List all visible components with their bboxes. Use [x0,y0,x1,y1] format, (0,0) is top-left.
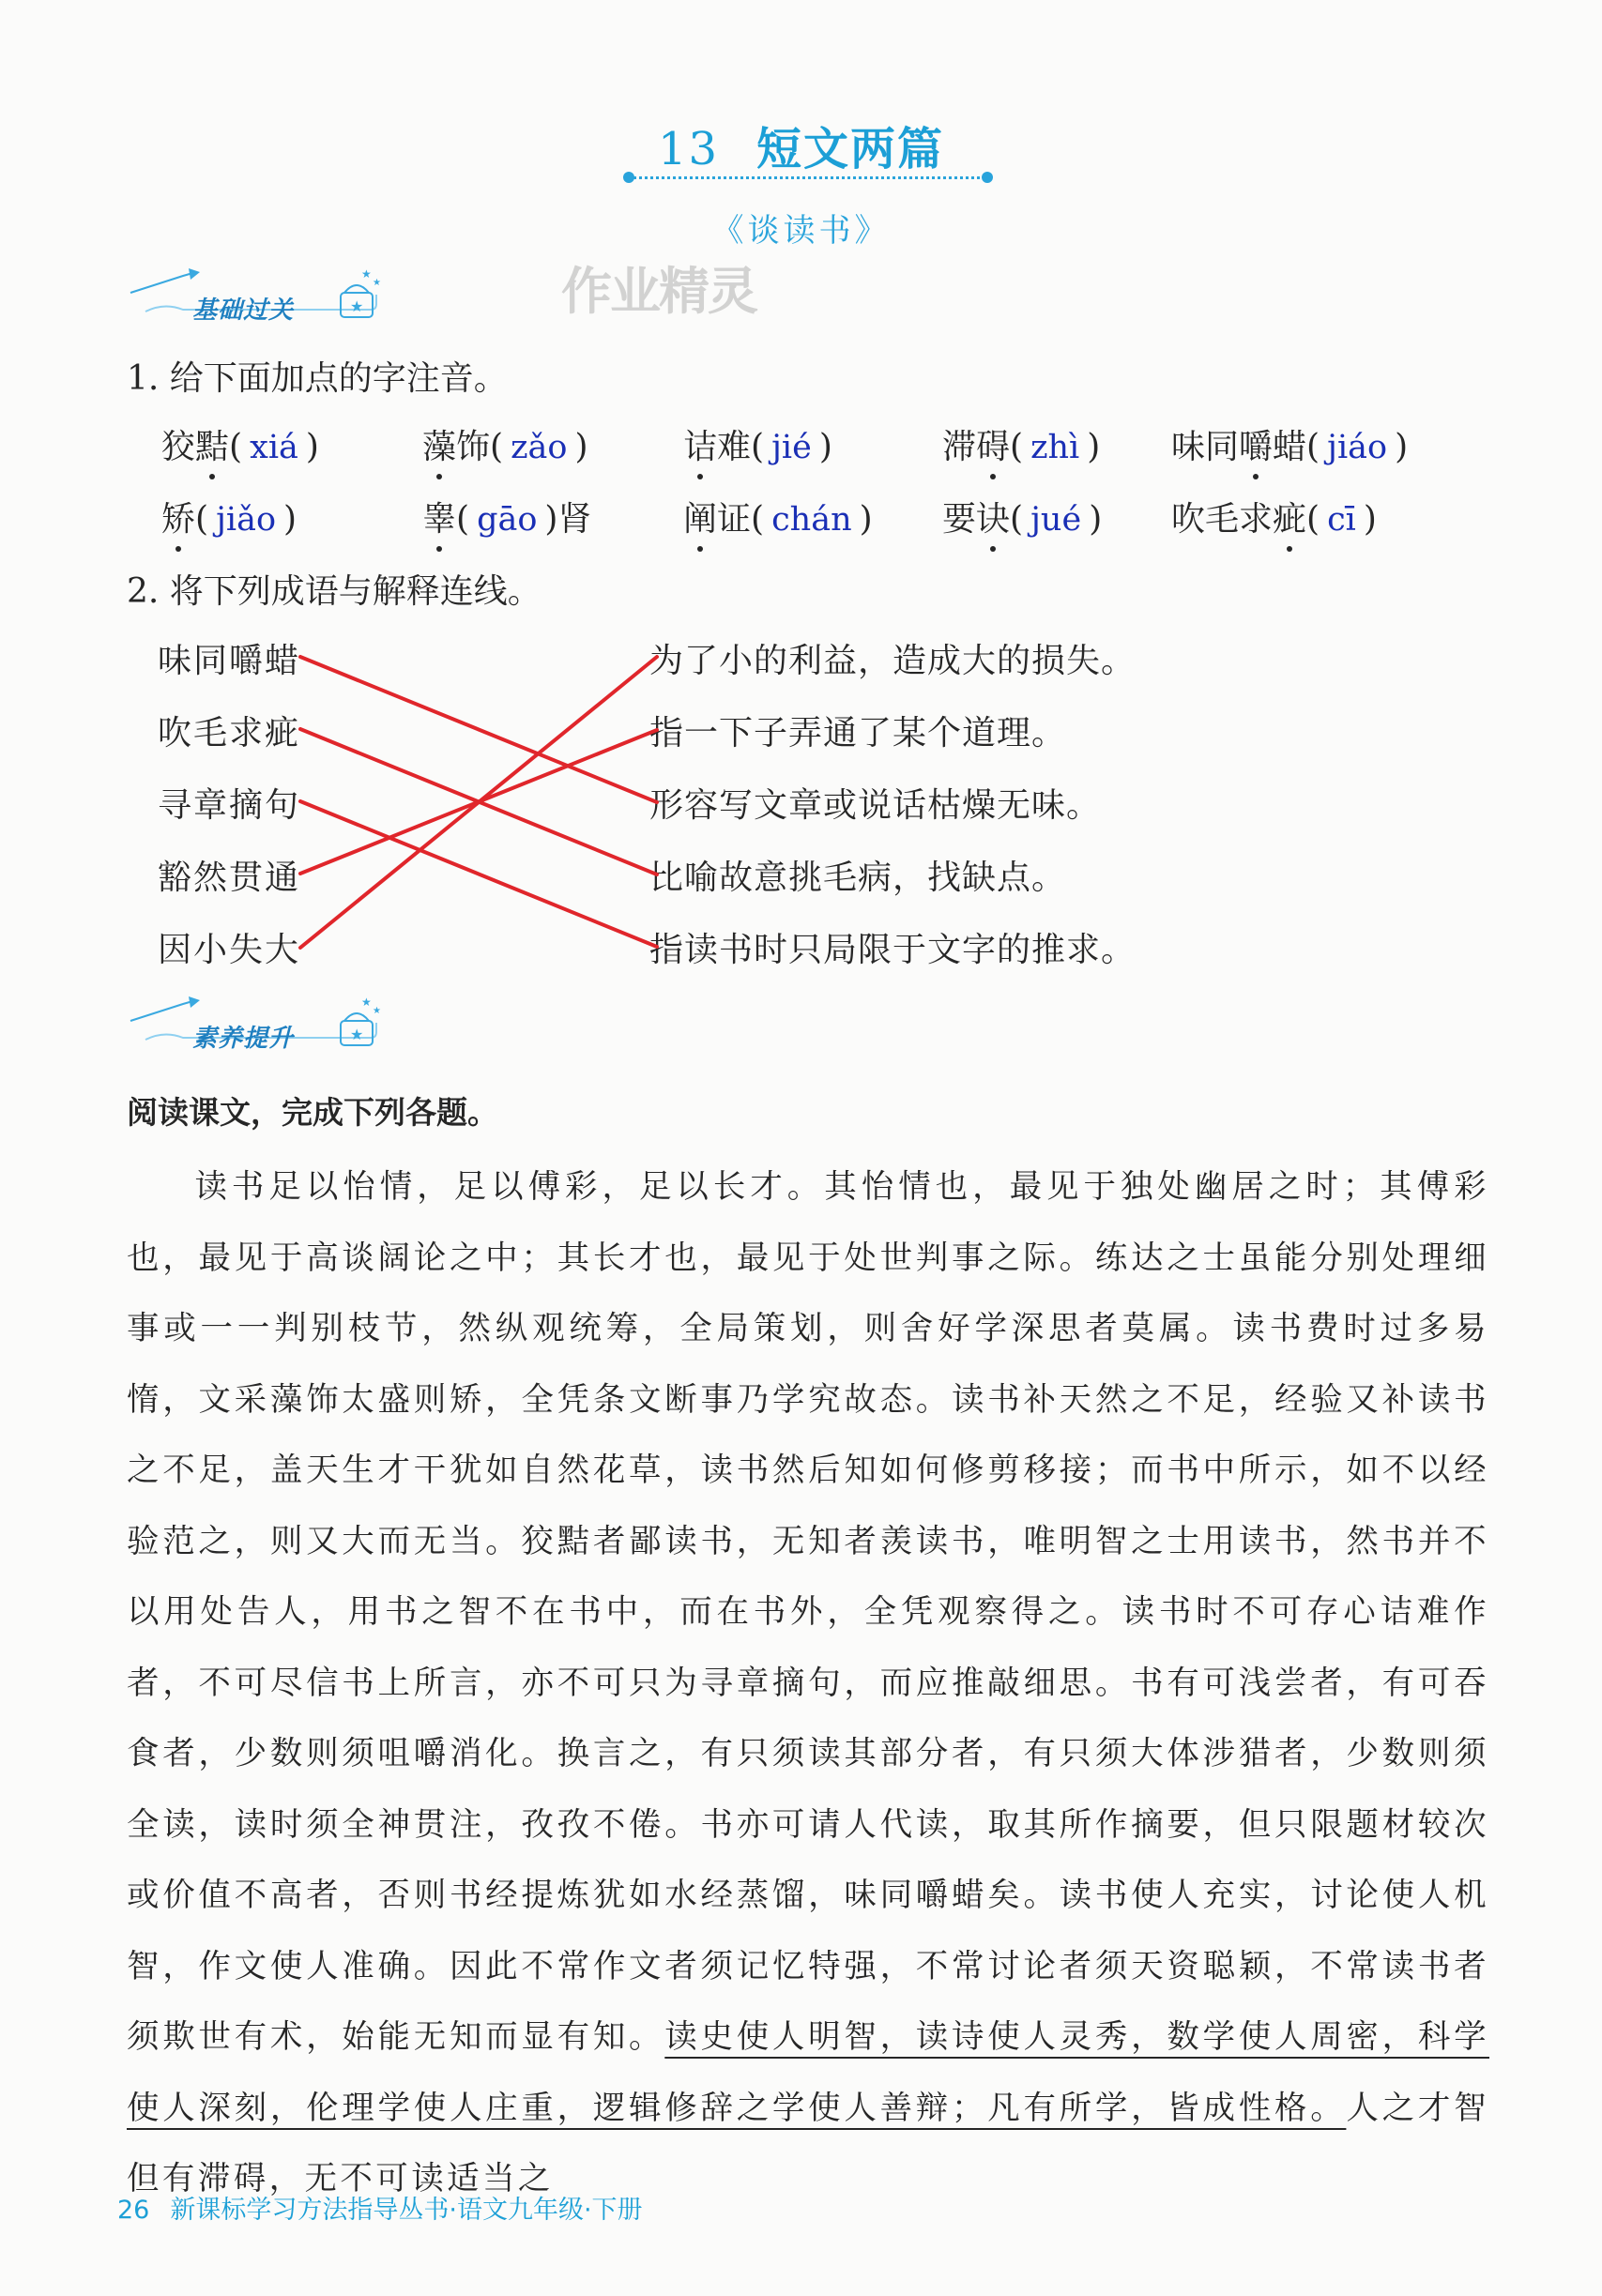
pinyin-item: 阐证( chán ) [683,500,873,539]
idiom-4: 豁然贯通 [158,859,301,897]
explanation-1: 为了小的利益，造成大的损失。 [649,642,1137,680]
pinyin-item: 诘难( jié ) [683,428,832,466]
pinyin-item: 矫( jiǎo ) [161,500,298,539]
badge-advance [127,993,389,1058]
passage-text-end: 人之才智但有滞碍，无不可读适当之 [127,2089,1489,2197]
explanation-2: 指一下子弄通了某个道理。 [649,714,1067,753]
match-line [300,657,657,802]
watermark: 作业精灵 [561,262,756,321]
lesson-name: 短文两篇 [756,123,945,175]
page-footer [117,2189,643,2226]
badge-basic-label: 基础过关 [192,297,295,325]
lesson-number: 13 [657,123,720,175]
reading-heading: 阅读课文，完成下列各题。 [127,1094,498,1131]
explanation-3: 形容写文章或说话枯燥无味。 [649,786,1102,825]
svg-text:★: ★ [350,1026,364,1043]
reading-passage [127,1152,1489,2215]
idiom-3: 寻章摘句 [158,786,301,825]
question-1-prompt: 1. 给下面加点的字注音。 [127,359,508,398]
pinyin-item: 要诀( jué ) [942,500,1103,539]
explanation-5: 指读书时只局限于文字的推求。 [649,931,1137,969]
explanation-4: 比喻故意挑毛病，找缺点。 [649,859,1067,897]
matching-lines [0,0,1602,1032]
passage-text: 读书足以怡情，足以傅彩，足以长才。其怡情也，最见于独处幽居之时；其傅彩也，最见于高谈阔论之中；其长才也，最见于处世判事之际。练达之士虽能分别处理细事或一一判别枝节，然纵观统筹，全局策划，则舍好学深思者莫属。读书费时过多易惰，文采藻饰太盛则矫，全凭条文断事乃学究故态。读书补天然之不足，经验又补读书之不足，盖天生才干犹如自然花草，读书然后知如何修剪移接；而书中所示，如不以经验范之，则又大而无当。狡黠者鄙读书，无知者羡读书，唯明智之士用读书，然书并不以用处告人，用书之智不在书中，而在书外，全凭观察得之。读书时不可存心诘难作者，不可尽信书上所言，亦不可只为寻章摘句，而应推敲细思。书有可浅尝者，有可吞食者，少数则须咀嚼消化。换言之，有只须读其部分者，有只须大体涉猎者，少数则须全读，读时须全神贯注，孜孜不倦。书亦可请人代读，取其所作摘要，但只限题材较次或价值不高者，否则书经提炼犹如水经蒸馏，味同嚼蜡矣。读书使人充实，讨论使人机智，作文使人准确。因此不常作文者须记忆特强，不常讨论者须天资聪颖，不常读书者须欺世有术，始能无知而显有知。 [127,1168,1489,2056]
svg-text:★: ★ [373,278,381,288]
pinyin-item: 狡黠( xiá ) [161,428,319,466]
svg-text:★: ★ [361,267,372,281]
match-line [300,801,657,947]
idiom-1: 味同嚼蜡 [158,642,301,680]
idiom-5: 因小失大 [158,931,301,969]
pinyin-item: 滞碍( zhì ) [942,428,1101,466]
pinyin-item: 藻饰( zǎo ) [422,428,588,466]
svg-text:★: ★ [361,996,372,1009]
idiom-2: 吹毛求疵 [158,714,301,753]
book-title: 新课标学习方法指导丛书·语文九年级·下册 [170,2196,643,2225]
svg-text:★: ★ [373,1006,381,1016]
match-line [300,657,657,948]
page-number: 26 [117,2196,150,2225]
pinyin-item: 味同嚼蜡( jiáo ) [1171,428,1409,466]
passage-underlined: 读史使人明智，读诗使人灵秀，数学使人周密，科学使人深刻，伦理学使人庄重，逻辑修辞之学使人善辩；凡有所学，皆成性格。 [127,2018,1489,2127]
subtitle: 《谈读书》 [711,212,891,250]
pinyin-item: 吹毛求疵( cī ) [1171,500,1377,539]
badge-advance-label: 素养提升 [192,1025,295,1053]
svg-text:★: ★ [350,297,364,315]
pinyin-item: 睾( gāo )肾 [422,500,592,539]
question-2-prompt: 2. 将下列成语与解释连线。 [127,572,542,611]
